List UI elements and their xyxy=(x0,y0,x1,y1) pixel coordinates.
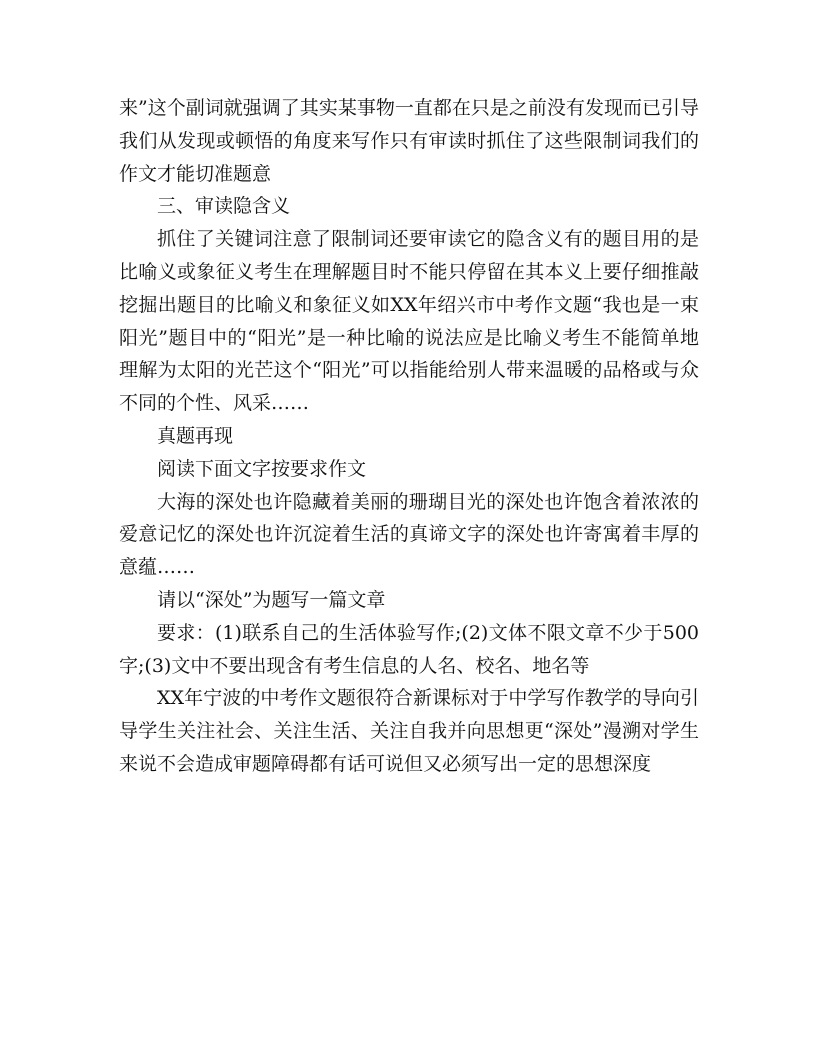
paragraph-hidden-meaning: 抓住了关键词注意了限制词还要审读它的隐含义有的题目用的是比喻义或象征义考生在理解题目时不能只停留在其本义上要仔细推敲挖掘出题目的比喻义和象征义如XX年绍兴市中考作文题“我也是一束阳光”题目中的“阳光”是一种比喻的说法应是比喻义考生不能简单地理解为太阳的光芒这个“阳光”可以指能给别人带来温暖的品格或与众不同的个性、风采…… xyxy=(119,228,699,415)
paragraph-title-instruction: 请以“深处”为题写一篇文章 xyxy=(157,588,386,611)
paragraph-analysis: XX年宁波的中考作文题很符合新课标对于中学写作教学的导向引导学生关注社会、关注生活、关注自我并向思想更“深处”漫溯对学生来说不会造成审题障碍都有话可说但又必须写出一定的思想深度 xyxy=(119,687,699,775)
section-heading-real-question: 真题再现 xyxy=(157,424,234,447)
section-heading-hidden-meaning: 三、审读隐含义 xyxy=(157,195,291,218)
paragraph-requirements: 要求：(1)联系自己的生活体验写作;(2)文体不限文章不少于500字;(3)文中不要出现含有考生信息的人名、校名、地名等 xyxy=(119,621,699,677)
document-body xyxy=(119,92,699,781)
paragraph-continuation: 来”这个副词就强调了其实某事物一直都在只是之前没有发现而已引导我们从发现或顿悟的角度来写作只有审读时抓住了这些限制词我们的作文才能切准题意 xyxy=(119,97,699,185)
paragraph-instruction: 阅读下面文字按要求作文 xyxy=(157,457,367,480)
paragraph-prompt-text: 大海的深处也许隐藏着美丽的珊瑚目光的深处也许饱含着浓浓的爱意记忆的深处也许沉淀着生活的真谛文字的深处也许寄寓着丰厚的意蕴…… xyxy=(119,490,699,579)
